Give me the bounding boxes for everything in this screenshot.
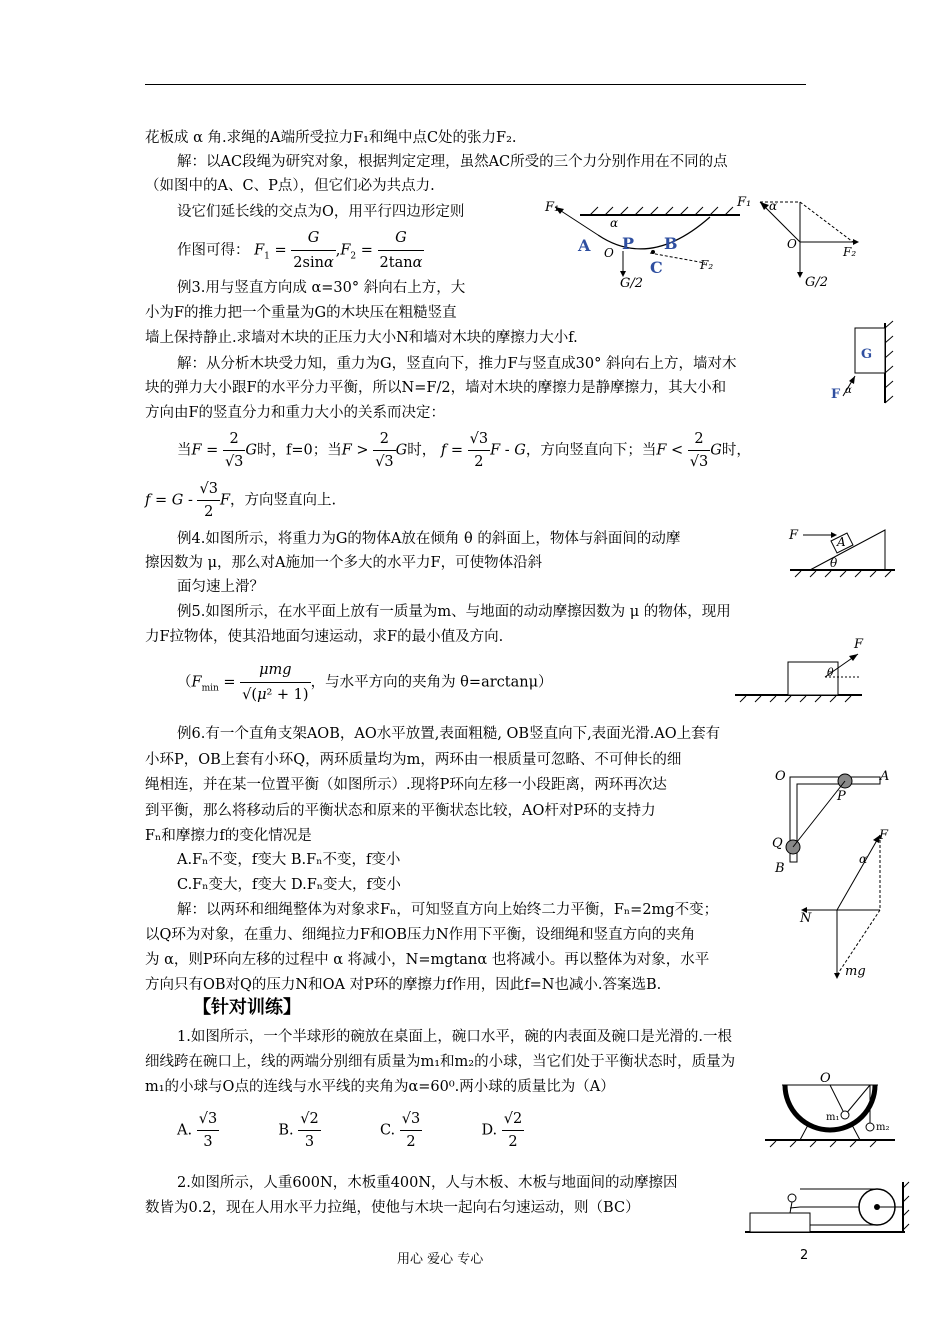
label-O: O	[604, 246, 614, 260]
text-line: 2.如图所示，人重600N，木板重400N，人与木板、木板与地面间的动摩擦因	[177, 1175, 678, 1191]
label-A: A	[578, 236, 591, 255]
label-F: F	[854, 637, 864, 652]
text-line: 细线跨在碗口上，线的两端分别细有质量为m₁和m₂的小球，当它们处于平衡状态时，质量为	[145, 1054, 736, 1070]
text-line: 解：以两环和细绳整体为对象求Fₙ，可知竖直方向上始终二力平衡，Fₙ=2mg不变；	[177, 902, 719, 918]
text-line: 解：从分析木块受力知，重力为G，竖直向下，推力F与竖直成30° 斜向右上方，墙对木	[177, 356, 737, 372]
text-span: 作图可得：	[177, 242, 250, 259]
box-pull-figure	[730, 632, 865, 707]
label-C: C	[650, 258, 663, 277]
label-O: O	[787, 237, 797, 251]
text-line: 花板成 α 角.求绳的A端所受拉力F₁和绳中点C处的张力F₂.	[145, 130, 517, 146]
label-F: F	[789, 528, 799, 543]
label-F2: F₂	[843, 245, 857, 259]
text-line: 例3.用与竖直方向成 α=30° 斜向右上方，大	[177, 280, 466, 296]
text-line: 力F拉物体，使其沿地面匀速运动，求F的最小值及方向.	[145, 629, 504, 645]
label-P: P	[622, 234, 635, 253]
label-m2: m₂	[876, 1122, 890, 1133]
text-line: 以Q环为对象，在重力、细绳拉力F和OB压力N作用下平衡，设细绳和竖直方向的夹角	[145, 927, 696, 943]
option-label: B.	[278, 1122, 294, 1139]
label-Q: Q	[772, 836, 783, 851]
block-wall-figure	[825, 318, 900, 408]
option-label: A.	[177, 1122, 193, 1139]
label-F2: F₂	[700, 258, 714, 272]
text-line: 块的弹力大小跟F的水平分力平衡，所以N=F/2，墙对木块的摩擦力是静摩擦力，其大小和	[145, 380, 727, 396]
label-theta: θ	[827, 666, 834, 679]
label-O: O	[775, 769, 786, 784]
option-line: C.Fₙ变大，f变大 D.Fₙ变大，f变小	[177, 877, 401, 893]
text-span: 时，	[407, 442, 437, 459]
text-line: 绳相连，并在某一位置平衡（如图所示）.现将P环向左移一小段距离，两环再次达	[145, 777, 667, 793]
label-A: A	[880, 769, 890, 784]
text-line: 例5.如图所示，在水平面上放有一质量为m、与地面的动动摩擦因数为 μ 的物体，现用	[177, 604, 731, 620]
label-alpha: α	[610, 216, 619, 230]
text-line: 到平衡，那么将移动后的平衡状态和原来的平衡状态比较，AO杆对P环的支持力	[145, 803, 656, 819]
label-B: B	[664, 234, 678, 253]
text-line: 面匀速上滑？	[177, 579, 264, 595]
label-N: N	[800, 911, 812, 926]
label-O: O	[820, 1071, 831, 1086]
text-span: ，与水平方向的夹角为 θ=arctanμ）	[310, 674, 553, 691]
text-line: m₁的小球与O点的连线与水平线的夹角为α=60⁰.两小球的质量比为（A）	[145, 1079, 615, 1095]
label-mg: mg	[845, 964, 866, 979]
label-G2: G/2	[620, 276, 644, 290]
text-line: 墙上保持静止.求墙对木块的正压力大小N和墙对木块的摩擦力大小f.	[145, 330, 578, 346]
label-P: P	[837, 789, 846, 804]
text-span: 时，	[721, 442, 751, 459]
text-line: 为 α，则P环向左移的过程中 α 将减小，N=mgtanα 也将减小。再以整体为对象，水平	[145, 952, 710, 968]
label-B: B	[775, 861, 785, 876]
page-number: 2	[800, 1248, 809, 1263]
text-line: 小为F的推力把一个重量为G的木块压在粗糙竖直	[145, 305, 457, 321]
formula-line: 当F = $\frac{2}{√3}$ G时，f=0；当F > $\frac{2}{√3}$ G时， f = $\frac{√3}{2}$ F - G，方向竖直向下；当F < $\frac{2}{√3}$ G时，	[177, 428, 751, 473]
incline-figure	[785, 515, 900, 580]
text-line: Fₙ和摩擦力f的变化情况是	[145, 828, 312, 844]
text-line: 方向只有OB对Q的压力N和OA 对P环的摩擦力f作用，因此f=N也减小.答案选B.	[145, 977, 662, 993]
label-G2: G/2	[805, 275, 829, 290]
text-line: 例6.有一个直角支架AOB，AO水平放置,表面粗糙, OB竖直向下,表面光滑.AO上套有	[177, 726, 721, 742]
force-parallelogram-figure	[735, 190, 865, 290]
text-span: 当	[177, 442, 192, 459]
bowl-figure	[760, 1070, 900, 1150]
option-line: A.Fₙ不变，f变大 B.Fₙ不变，f变小	[177, 852, 401, 868]
option-label: D.	[481, 1122, 498, 1139]
label-G: G	[861, 347, 873, 362]
label-m1: m₁	[826, 1112, 840, 1123]
label-F: F	[831, 387, 841, 402]
text-span: ，方向竖直向上.	[230, 492, 337, 509]
header-rule	[145, 84, 806, 85]
label-A: A	[837, 535, 846, 549]
text-line: （如图中的A、C、P点），但它们必为共点力.	[145, 178, 435, 194]
section-heading: 【针对训练】	[193, 997, 301, 1018]
text-line: 方向由F的竖直分力和重力大小的关系而决定：	[145, 405, 446, 421]
text-line: 数皆为0.2，现在人用水平力拉绳，使他与木块一起向右匀速运动，则（BC）	[145, 1200, 640, 1216]
text-line: 1.如图所示，一个半球形的碗放在桌面上，碗口水平，碗的内表面及碗口是光滑的.一根	[177, 1029, 732, 1045]
text-line: 小环P，OB上套有小环Q，两环质量均为m，两环由一根质量可忽略、不可伸长的细	[145, 752, 682, 768]
option-label: C.	[379, 1122, 396, 1139]
label-F1: F₁	[737, 195, 752, 210]
text-line: 例4.如图所示，将重力为G的物体A放在倾角 θ 的斜面上，物体与斜面间的动摩	[177, 531, 681, 547]
formula-line: 作图可得： $F_1$ = $\frac{G}{2\sin\alpha}$ $,F_2$ = $\frac{G}{2\tan\alpha}$	[177, 226, 424, 275]
label-theta: θ	[830, 556, 838, 570]
label-F1: F₁	[545, 200, 560, 215]
formula-line: （$F_{min}$ = $\frac{\text{μmg}}{\text{√(μ² + 1)}}$ ，与水平方向的夹角为 θ=arctanμ）	[177, 658, 553, 707]
plank-pulley-figure	[745, 1180, 910, 1238]
label-alpha: α	[845, 385, 852, 396]
formula-line: f = G - $\frac{√3}{2}$ F，方向竖直向上.	[145, 478, 336, 523]
label-alpha: α	[859, 852, 868, 866]
text-span: ，方向竖直向下；当	[525, 442, 657, 459]
label-alpha: α	[769, 199, 778, 213]
footer-slogan: 用心 爱心 专心	[397, 1252, 484, 1267]
text-span: 时，f=0；当	[257, 442, 342, 459]
text-line: 擦因数为 μ，那么对A施加一个多大的水平力F，可使物体沿斜	[145, 555, 543, 571]
answer-options: A. $\frac{√3}{3}$ B. $\frac{√2}{3}$ C. $\frac{√3}{2}$ D. $\frac{√2}{2}$	[177, 1108, 524, 1153]
q-forces-figure	[795, 825, 900, 985]
rope-ceiling-figure	[540, 195, 740, 290]
text-line: 设它们延长线的交点为O，用平行四边形定则	[177, 204, 465, 220]
text-line: 解：以AC段绳为研究对象，根据判定定理，虽然AC所受的三个力分别作用在不同的点	[177, 154, 728, 170]
label-F: F	[879, 828, 889, 843]
